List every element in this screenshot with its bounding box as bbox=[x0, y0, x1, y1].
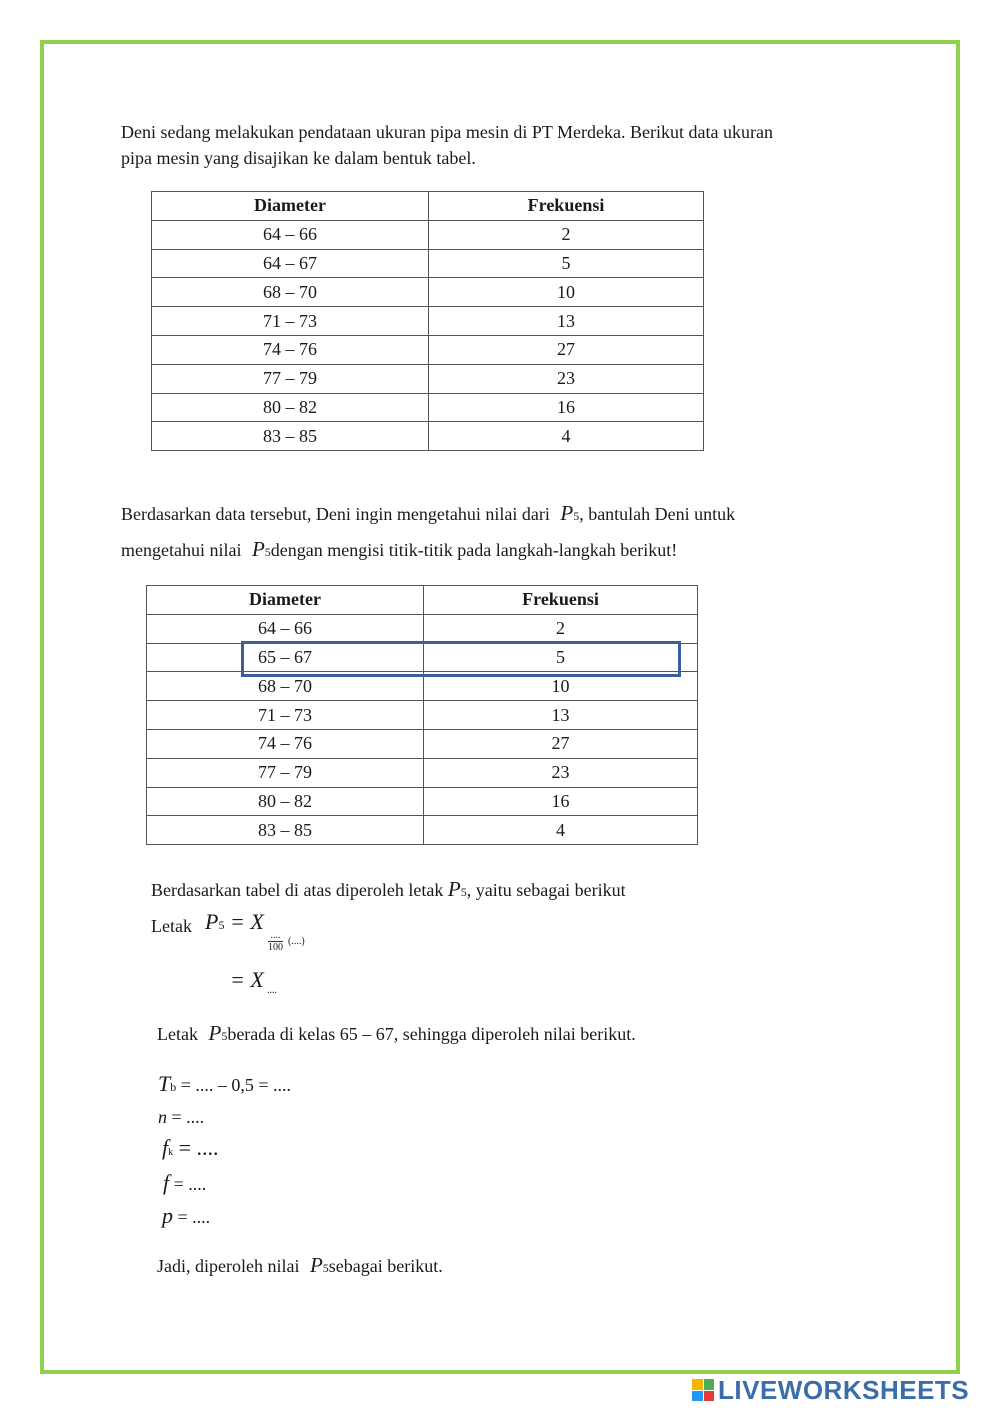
table-cell: 71 – 73 bbox=[152, 307, 429, 336]
tb-value: = .... – 0,5 = .... bbox=[180, 1075, 292, 1095]
fk-symbol: f bbox=[162, 1135, 169, 1160]
tb-symbol: T bbox=[158, 1071, 171, 1096]
equation-2-subscript: .... bbox=[267, 985, 277, 996]
table-cell: 4 bbox=[429, 422, 704, 451]
p-letter: P bbox=[208, 1021, 222, 1045]
letak-p5 bbox=[205, 909, 224, 935]
p-letter: P bbox=[251, 537, 265, 561]
logo-square-icon bbox=[692, 1379, 703, 1390]
table-cell: 77 – 79 bbox=[152, 364, 429, 393]
table-cell: 27 bbox=[429, 335, 704, 364]
table-row bbox=[147, 614, 698, 643]
question-text: mengetahui nilai bbox=[121, 540, 242, 560]
table-row bbox=[147, 758, 698, 787]
table-row bbox=[152, 220, 704, 249]
logo-square-icon bbox=[704, 1391, 715, 1402]
step-text: Berdasarkan tabel di atas diperoleh letak bbox=[151, 880, 444, 900]
question-text: Berdasarkan data tersebut, Deni ingin mengetahui nilai dari bbox=[121, 504, 550, 524]
table-cell: 2 bbox=[424, 614, 698, 643]
letak-label: Letak bbox=[151, 916, 192, 936]
f-symbol: f bbox=[163, 1170, 170, 1195]
p-line bbox=[162, 1203, 210, 1229]
equation-2: = X bbox=[230, 967, 264, 992]
table-cell: 64 – 67 bbox=[152, 249, 429, 278]
table-row bbox=[152, 307, 704, 336]
table-cell: 13 bbox=[424, 701, 698, 730]
table-cell: 10 bbox=[429, 278, 704, 307]
p-letter: P bbox=[205, 909, 219, 934]
step-text: berada di kelas 65 – 67, sehingga diperoleh nilai berikut. bbox=[227, 1024, 636, 1044]
highlighted-row-box bbox=[241, 641, 681, 677]
logo-square-icon bbox=[704, 1379, 715, 1390]
p-subscript: 5 bbox=[322, 1261, 329, 1275]
question-line-1 bbox=[121, 500, 735, 529]
n-value: = .... bbox=[171, 1107, 205, 1127]
p-letter: P bbox=[447, 877, 461, 901]
table-cell: 80 – 82 bbox=[147, 787, 424, 816]
tb-line bbox=[158, 1071, 291, 1097]
p5-symbol bbox=[252, 537, 271, 561]
f-value: = .... bbox=[173, 1174, 207, 1194]
table-row bbox=[147, 816, 698, 845]
table-row bbox=[152, 335, 704, 364]
p-subscript: 5 bbox=[573, 509, 580, 523]
p-subscript: 5 bbox=[264, 545, 271, 559]
p5-symbol bbox=[310, 1253, 329, 1277]
n-line bbox=[158, 1107, 204, 1128]
table-row bbox=[152, 249, 704, 278]
intro-line-2: pipa mesin yang disajikan ke dalam bentuk tabel. bbox=[121, 148, 476, 168]
table-header: Frekuensi bbox=[424, 586, 698, 615]
table-cell: 16 bbox=[429, 393, 704, 422]
p-symbol: p bbox=[162, 1203, 173, 1228]
step-text: Letak bbox=[157, 1024, 198, 1044]
table-row bbox=[147, 787, 698, 816]
fk-line bbox=[162, 1135, 219, 1161]
n-symbol: n bbox=[158, 1107, 167, 1127]
brand-name: LIVEWORKSHEETS bbox=[718, 1374, 970, 1405]
p-subscript: 5 bbox=[221, 1029, 228, 1043]
table-row bbox=[152, 422, 704, 451]
table-cell: 65 – 67 bbox=[147, 643, 424, 672]
liveworksheets-logo bbox=[692, 1376, 969, 1404]
intro-paragraph bbox=[121, 119, 773, 171]
table-cell: 64 – 66 bbox=[147, 614, 424, 643]
table-cell: 83 – 85 bbox=[152, 422, 429, 451]
equation-rhs: = X bbox=[230, 909, 264, 934]
table-cell: 5 bbox=[424, 643, 698, 672]
step-text: sebagai berikut. bbox=[328, 1256, 443, 1276]
fk-value: = .... bbox=[178, 1135, 219, 1160]
table-row bbox=[147, 701, 698, 730]
question-text: dengan mengisi titik-titik pada langkah-langkah berikut! bbox=[270, 540, 678, 560]
p-value: = .... bbox=[177, 1207, 211, 1227]
table-cell: 77 – 79 bbox=[147, 758, 424, 787]
step-1-text bbox=[151, 876, 626, 905]
p5-symbol bbox=[560, 501, 579, 525]
table-cell: 5 bbox=[429, 249, 704, 278]
step-2-text bbox=[157, 1020, 636, 1049]
table-row bbox=[152, 393, 704, 422]
table-header: Diameter bbox=[147, 586, 424, 615]
table-cell: 71 – 73 bbox=[147, 701, 424, 730]
table-header: Diameter bbox=[152, 192, 429, 221]
p5-symbol bbox=[208, 1021, 227, 1045]
table-cell: 2 bbox=[429, 220, 704, 249]
tb-subscript: b bbox=[170, 1080, 177, 1094]
intro-line-1: Deni sedang melakukan pendataan ukuran pipa mesin di PT Merdeka. Berikut data ukuran bbox=[121, 122, 773, 142]
table-cell: 64 – 66 bbox=[152, 220, 429, 249]
fraction-paren: (....) bbox=[288, 936, 305, 947]
table-cell: 83 – 85 bbox=[147, 816, 424, 845]
diameter-table-2 bbox=[146, 585, 698, 845]
table-cell: 16 bbox=[424, 787, 698, 816]
step-text: Jadi, diperoleh nilai bbox=[157, 1256, 300, 1276]
table-cell: 13 bbox=[429, 307, 704, 336]
question-text: , bantulah Deni untuk bbox=[579, 504, 736, 524]
table-row bbox=[147, 729, 698, 758]
table-row bbox=[152, 364, 704, 393]
table-cell: 68 – 70 bbox=[147, 672, 424, 701]
table-cell: 27 bbox=[424, 729, 698, 758]
p-subscript: 5 bbox=[460, 885, 467, 899]
table-row bbox=[152, 278, 704, 307]
p-letter: P bbox=[560, 501, 574, 525]
table-cell: 68 – 70 bbox=[152, 278, 429, 307]
table-header: Frekuensi bbox=[429, 192, 704, 221]
table-cell: 74 – 76 bbox=[147, 729, 424, 758]
fk-subscript: k bbox=[168, 1147, 174, 1158]
fraction-numerator: .... bbox=[268, 930, 283, 942]
table-cell: 80 – 82 bbox=[152, 393, 429, 422]
f-line bbox=[163, 1170, 206, 1196]
p5-symbol bbox=[448, 877, 467, 901]
diameter-table-1 bbox=[151, 191, 704, 451]
step-3-text bbox=[157, 1252, 443, 1281]
p-subscript: 5 bbox=[218, 918, 225, 932]
table-cell: 10 bbox=[424, 672, 698, 701]
table-cell: 23 bbox=[429, 364, 704, 393]
fraction bbox=[268, 930, 283, 953]
table-cell: 4 bbox=[424, 816, 698, 845]
logo-grid-icon bbox=[692, 1379, 714, 1401]
p-letter: P bbox=[309, 1253, 323, 1277]
table-cell: 23 bbox=[424, 758, 698, 787]
table-cell: 74 – 76 bbox=[152, 335, 429, 364]
fraction-denominator: 100 bbox=[268, 942, 283, 953]
step-text: , yaitu sebagai berikut bbox=[466, 880, 626, 900]
question-line-2 bbox=[121, 536, 677, 565]
logo-square-icon bbox=[692, 1391, 703, 1402]
